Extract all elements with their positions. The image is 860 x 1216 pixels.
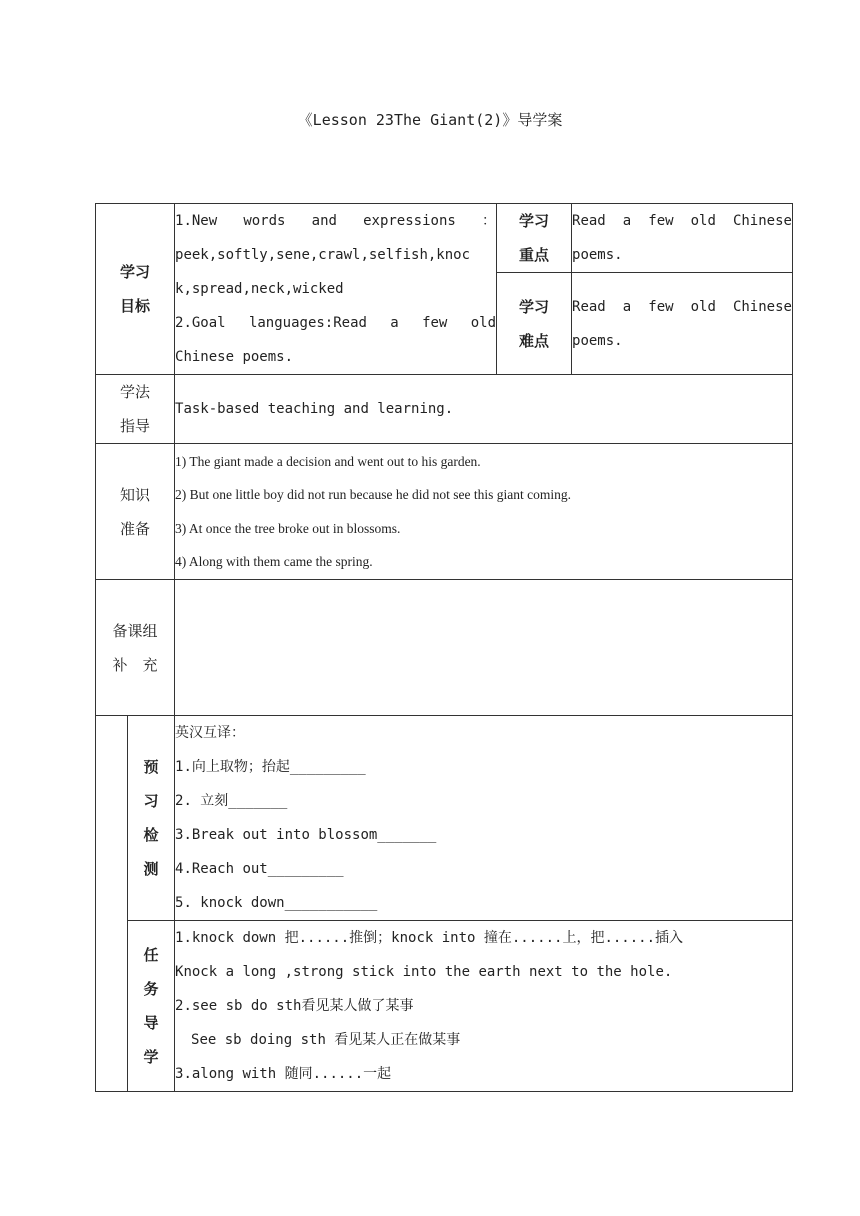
knowledge-item: 4) Along with them came the spring.: [175, 554, 373, 569]
method-label: 学法 指导: [96, 375, 175, 444]
preview-heading: 英汉互译：: [175, 725, 246, 741]
lesson-plan-table: [95, 203, 793, 1092]
knowledge-content: [175, 444, 793, 580]
objectives-content: [175, 204, 497, 375]
method-row: [96, 375, 793, 444]
tasks-row: [96, 921, 793, 1092]
difficult-points-content: Read a few old Chinese poems.: [572, 273, 793, 375]
task-item: 2.see sb do sth看见某人做了某事: [175, 998, 414, 1014]
preview-item: 1.向上取物；抬起_________: [175, 759, 366, 775]
tasks-label: 任 务 导 学: [128, 921, 175, 1092]
preview-item: 4.Reach out_________: [175, 861, 344, 877]
objectives-row: [96, 204, 793, 273]
section-spacer-cell: [96, 716, 128, 1092]
preview-content: [175, 716, 793, 921]
supplement-content: [175, 580, 793, 716]
preview-item: 3.Break out into blossom_______: [175, 827, 437, 843]
method-content: Task-based teaching and learning.: [175, 375, 793, 444]
key-points-content: Read a few old Chinese poems.: [572, 204, 793, 273]
task-item: 3.along with 随同......一起: [175, 1066, 392, 1082]
objectives-line: Chinese poems.: [175, 349, 294, 365]
knowledge-row: [96, 444, 793, 580]
knowledge-item: 3) At once the tree broke out in blossoms.: [175, 520, 401, 536]
key-points-label: 学习 重点: [497, 204, 572, 273]
preview-row: [96, 716, 793, 921]
page-title: 《Lesson 23The Giant(2)》导学案: [297, 111, 563, 129]
preview-label: 预 习 检 测: [128, 716, 175, 921]
knowledge-label: 知识 准备: [96, 444, 175, 580]
supplement-label: 备课组 补 充: [96, 580, 175, 716]
preview-item: 2. 立刻_______: [175, 793, 288, 809]
difficult-points-label: 学习 难点: [497, 273, 572, 375]
objectives-line: 1.New words and expressions ：: [175, 213, 496, 229]
task-item: Knock a long ,strong stick into the earth next to the hole.: [175, 964, 673, 980]
objectives-label: 学习 目标: [96, 204, 175, 375]
objectives-line: k,spread,neck,wicked: [175, 281, 344, 297]
objectives-line: 2.Goal languages:Read a few old: [175, 315, 497, 331]
tasks-content: [175, 921, 793, 1092]
task-item: 1.knock down 把......推倒；knock into 撞在......上，把......插入: [175, 930, 684, 946]
preview-item: 5. knock down___________: [175, 895, 378, 911]
knowledge-item: 1) The giant made a decision and went out to his garden.: [175, 453, 481, 469]
knowledge-item: 2) But one little boy did not run because he did not see this giant coming.: [175, 487, 571, 502]
task-item: See sb doing sth 看见某人正在做某事: [191, 1032, 461, 1048]
objectives-line: peek,softly,sene,crawl,selfish,knoc: [175, 247, 471, 263]
supplement-row: [96, 580, 793, 716]
